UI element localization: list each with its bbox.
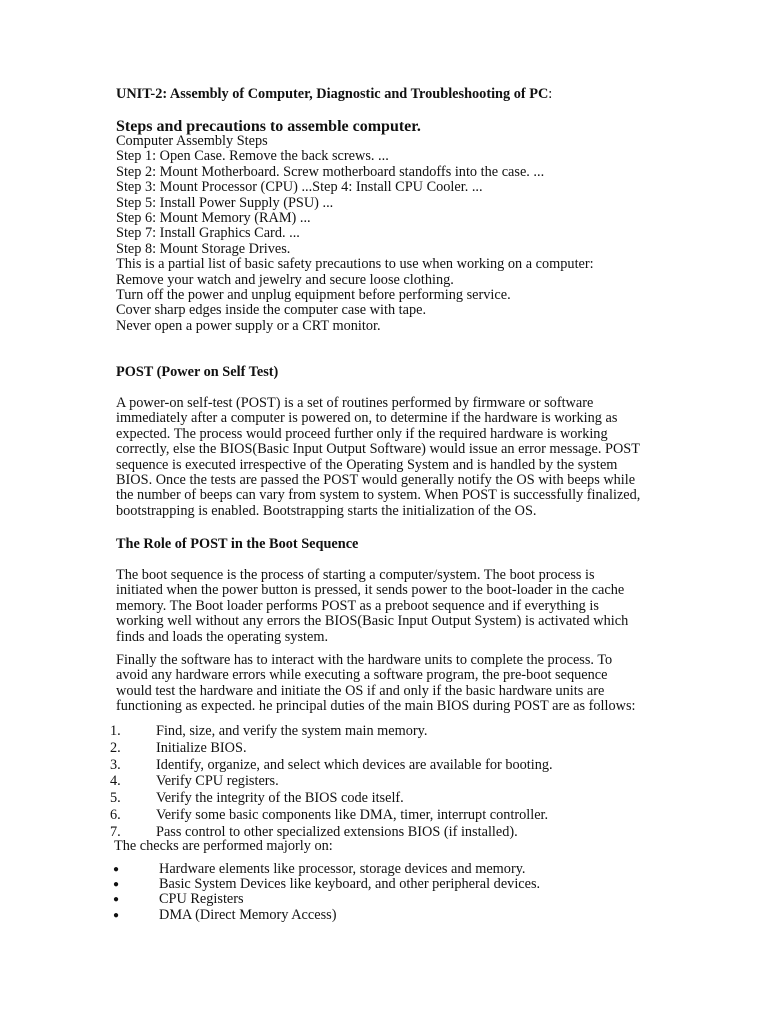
- text-line: Step 3: Mount Processor (CPU) ...Step 4: Install CPU Cooler. ...: [116, 179, 483, 196]
- list-number: 4.: [110, 773, 121, 790]
- text-line: Step 6: Mount Memory (RAM) ...: [116, 209, 311, 226]
- list-number: 2.: [110, 739, 121, 756]
- text-line: immediately after a computer is powered on, to determine if the hardware is working as: [116, 410, 618, 427]
- bullet-icon: ●: [113, 879, 120, 891]
- text-line: This is a partial list of basic safety precautions to use when working on a computer:: [116, 256, 594, 273]
- text-line: bootstrapping is enabled. Bootstrapping starts the initialization of the OS.: [116, 502, 537, 519]
- text-line: Never open a power supply or a CRT monitor.: [116, 317, 381, 334]
- text-line: Step 2: Mount Motherboard. Screw motherboard standoffs into the case. ...: [116, 163, 545, 180]
- assembly-steps-text: [116, 134, 594, 334]
- list-item: [110, 773, 670, 790]
- bullet-item-text: Basic System Devices like keyboard, and other peripheral devices.: [159, 876, 541, 893]
- bullet-item: [113, 908, 673, 923]
- checks-intro: The checks are performed majorly on:: [114, 838, 333, 854]
- text-line: The boot sequence is the process of starting a computer/system. The boot process is: [116, 567, 595, 583]
- post-heading: POST (Power on Self Test): [116, 364, 279, 380]
- post-paragraph: [116, 396, 640, 519]
- checks-list: [113, 862, 673, 923]
- bullet-item-text: DMA (Direct Memory Access): [159, 906, 337, 923]
- bios-duties-list: [110, 723, 670, 841]
- text-line: sequence is executed irrespective of the Operating System and is handled by the system: [116, 456, 618, 473]
- list-item: [110, 723, 670, 740]
- list-item: [110, 790, 670, 807]
- text-line: Step 8: Mount Storage Drives.: [116, 240, 291, 257]
- text-line: functioning as expected. he principal duties of the main BIOS during POST are as follows:: [116, 698, 636, 715]
- text-line: finds and loads the operating system.: [116, 628, 329, 645]
- list-item-text: Find, size, and verify the system main memory.: [156, 723, 428, 739]
- text-line: would test the hardware and initiate the OS if and only if the basic hardware units are: [116, 682, 605, 699]
- text-line: working well without any errors the BIOS(Basic Input Output System) is activated which: [116, 613, 629, 630]
- bullet-item: [113, 892, 673, 907]
- bios-duties-intro-paragraph: [116, 653, 635, 715]
- text-line: BIOS. Once the tests are passed the POST would generally notify the OS with beeps while: [116, 471, 636, 488]
- document-title-text: UNIT-2: Assembly of Computer, Diagnostic and Troubleshooting of PC: [116, 86, 549, 102]
- text-line: Cover sharp edges inside the computer case with tape.: [116, 302, 427, 319]
- list-item-text: Pass control to other specialized extensions BIOS (if installed).: [156, 823, 518, 840]
- text-line: Turn off the power and unplug equipment before performing service.: [116, 286, 511, 303]
- text-line: A power-on self-test (POST) is a set of routines performed by firmware or software: [116, 395, 594, 411]
- text-line: memory. The Boot loader performs POST as a preboot sequence and if everything is: [116, 597, 599, 614]
- list-number: 7.: [110, 823, 121, 840]
- list-item-text: Verify some basic components like DMA, timer, interrupt controller.: [156, 806, 549, 823]
- text-line: Remove your watch and jewelry and secure loose clothing.: [116, 271, 454, 288]
- assembly-heading: Steps and precautions to assemble computer.: [116, 118, 421, 135]
- list-item-text: Identify, organize, and select which devices are available for booting.: [156, 756, 553, 773]
- bullet-item-text: Hardware elements like processor, storage devices and memory.: [159, 861, 526, 877]
- document-title-colon: :: [548, 86, 553, 102]
- list-item: [110, 740, 670, 757]
- list-item-text: Initialize BIOS.: [156, 739, 247, 756]
- bullet-item-text: CPU Registers: [159, 891, 244, 908]
- text-line: correctly, else the BIOS(Basic Input Output Software) would issue an error message. POST: [116, 441, 640, 458]
- text-line: avoid any hardware errors while executing a software program, the pre-boot sequence: [116, 667, 608, 684]
- bullet-icon: ●: [113, 909, 120, 921]
- text-line: expected. The process would proceed further only if the required hardware is working: [116, 425, 608, 442]
- text-line: Step 5: Install Power Supply (PSU) ...: [116, 194, 334, 211]
- bullet-icon: ●: [113, 864, 120, 875]
- list-number: 1.: [110, 723, 121, 739]
- list-item: [110, 757, 670, 774]
- list-item-text: Verify the integrity of the BIOS code itself.: [156, 790, 404, 807]
- text-line: Step 1: Open Case. Remove the back screws. ...: [116, 148, 389, 165]
- bullet-icon: ●: [113, 894, 120, 906]
- text-line: Step 7: Install Graphics Card. ...: [116, 225, 300, 242]
- text-line: initiated when the power button is pressed, it sends power to the boot-loader in the cache: [116, 582, 625, 599]
- bullet-item: [113, 877, 673, 892]
- list-item: [110, 807, 670, 824]
- boot-sequence-paragraph: [116, 568, 628, 645]
- document-title: [116, 87, 552, 102]
- list-number: 5.: [110, 790, 121, 807]
- bullet-item: [113, 862, 673, 877]
- list-item-text: Verify CPU registers.: [156, 773, 279, 790]
- list-number: 6.: [110, 806, 121, 823]
- text-line: Finally the software has to interact with the hardware units to complete the process. To: [116, 652, 613, 668]
- role-heading: The Role of POST in the Boot Sequence: [116, 536, 359, 552]
- text-line: Computer Assembly Steps: [116, 133, 268, 149]
- list-number: 3.: [110, 756, 121, 773]
- text-line: the number of beeps can vary from system to system. When POST is successfully finalized,: [116, 487, 641, 504]
